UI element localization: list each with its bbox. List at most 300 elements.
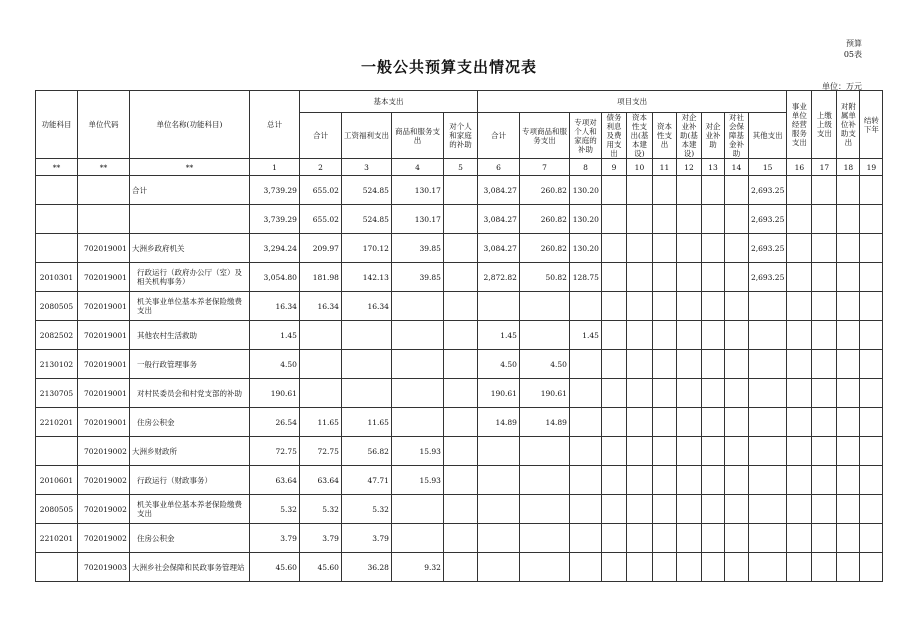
table-number-line2: 05表 bbox=[843, 50, 862, 59]
cell-empty bbox=[601, 553, 626, 582]
cell-empty bbox=[652, 263, 676, 292]
cell-empty bbox=[837, 466, 860, 495]
cell-p-goods: 4.50 bbox=[519, 350, 569, 379]
cell-p-total bbox=[477, 466, 519, 495]
cell-other bbox=[748, 350, 786, 379]
table-row bbox=[36, 350, 883, 379]
cell-name: 大洲乡财政所 bbox=[129, 437, 249, 466]
index-cell: ** bbox=[129, 159, 249, 176]
cell-b-total: 63.64 bbox=[299, 466, 341, 495]
cell-code: 702019001 bbox=[78, 292, 130, 321]
header-enterprise-basic: 对企业补助(基本建设) bbox=[676, 113, 701, 159]
cell-empty bbox=[601, 437, 626, 466]
cell-goods: 15.93 bbox=[391, 437, 443, 466]
cell-personal bbox=[443, 350, 477, 379]
cell-name: 大洲乡政府机关 bbox=[129, 234, 249, 263]
header-total: 总计 bbox=[249, 91, 299, 159]
header-project-total: 合计 bbox=[477, 113, 519, 159]
cell-p-total: 1.45 bbox=[477, 321, 519, 350]
cell-empty bbox=[601, 321, 626, 350]
cell-empty bbox=[676, 234, 701, 263]
cell-other bbox=[748, 292, 786, 321]
cell-total: 3.79 bbox=[249, 524, 299, 553]
cell-goods bbox=[391, 379, 443, 408]
cell-wages: 3.79 bbox=[341, 524, 391, 553]
header-wages: 工资福利支出 bbox=[341, 113, 391, 159]
header-debt-interest: 债务利息及费用支出 bbox=[601, 113, 626, 159]
cell-b-total: 181.98 bbox=[299, 263, 341, 292]
header-project-group: 项目支出 bbox=[477, 91, 786, 113]
cell-empty bbox=[724, 292, 748, 321]
cell-other bbox=[748, 321, 786, 350]
cell-empty bbox=[837, 495, 860, 524]
cell-code: 702019001 bbox=[78, 234, 130, 263]
cell-empty bbox=[701, 437, 724, 466]
cell-empty bbox=[837, 292, 860, 321]
cell-empty bbox=[626, 176, 652, 205]
cell-empty bbox=[652, 524, 676, 553]
page-title: 一般公共预算支出情况表 bbox=[360, 58, 537, 76]
cell-empty bbox=[860, 379, 883, 408]
cell-p-goods bbox=[519, 466, 569, 495]
cell-empty bbox=[787, 205, 812, 234]
header-goods: 商品和服务支出 bbox=[391, 113, 443, 159]
cell-empty bbox=[652, 437, 676, 466]
cell-p-personal bbox=[569, 379, 601, 408]
index-cell: ** bbox=[36, 159, 78, 176]
cell-empty bbox=[860, 176, 883, 205]
cell-empty bbox=[787, 379, 812, 408]
cell-p-total bbox=[477, 524, 519, 553]
cell-empty bbox=[724, 263, 748, 292]
cell-b-total: 655.02 bbox=[299, 205, 341, 234]
index-cell: 17 bbox=[812, 159, 837, 176]
cell-empty bbox=[701, 553, 724, 582]
cell-empty bbox=[787, 292, 812, 321]
cell-empty bbox=[676, 350, 701, 379]
cell-code: 702019001 bbox=[78, 321, 130, 350]
cell-empty bbox=[724, 408, 748, 437]
cell-empty bbox=[701, 379, 724, 408]
cell-empty bbox=[837, 350, 860, 379]
index-cell: 1 bbox=[249, 159, 299, 176]
cell-b-total: 45.60 bbox=[299, 553, 341, 582]
cell-code: 702019002 bbox=[78, 437, 130, 466]
cell-empty bbox=[676, 292, 701, 321]
cell-wages: 524.85 bbox=[341, 176, 391, 205]
cell-empty bbox=[787, 408, 812, 437]
cell-empty bbox=[787, 437, 812, 466]
cell-wages bbox=[341, 379, 391, 408]
cell-p-personal bbox=[569, 292, 601, 321]
index-cell: 10 bbox=[626, 159, 652, 176]
cell-func bbox=[36, 205, 78, 234]
table-row bbox=[36, 524, 883, 553]
cell-p-personal: 128.75 bbox=[569, 263, 601, 292]
cell-empty bbox=[626, 350, 652, 379]
header-enterprise: 对企业补助 bbox=[701, 113, 724, 159]
table-row bbox=[36, 176, 883, 205]
cell-empty bbox=[837, 321, 860, 350]
cell-func: 2130102 bbox=[36, 350, 78, 379]
cell-name: 对村民委员会和村党支部的补助 bbox=[129, 379, 249, 408]
cell-empty bbox=[626, 205, 652, 234]
cell-code: 702019001 bbox=[78, 408, 130, 437]
cell-name bbox=[129, 205, 249, 234]
cell-empty bbox=[601, 205, 626, 234]
cell-total: 190.61 bbox=[249, 379, 299, 408]
cell-empty bbox=[860, 466, 883, 495]
cell-name: 机关事业单位基本养老保险缴费支出 bbox=[129, 495, 249, 524]
cell-goods bbox=[391, 495, 443, 524]
cell-empty bbox=[787, 553, 812, 582]
cell-empty bbox=[787, 263, 812, 292]
cell-empty bbox=[724, 379, 748, 408]
header-basic-group: 基本支出 bbox=[299, 91, 477, 113]
cell-empty bbox=[860, 234, 883, 263]
cell-b-total: 655.02 bbox=[299, 176, 341, 205]
cell-goods: 39.85 bbox=[391, 234, 443, 263]
cell-empty bbox=[676, 466, 701, 495]
cell-wages: 36.28 bbox=[341, 553, 391, 582]
cell-empty bbox=[701, 408, 724, 437]
index-cell: 4 bbox=[391, 159, 443, 176]
cell-p-goods bbox=[519, 437, 569, 466]
cell-p-personal bbox=[569, 408, 601, 437]
cell-total: 1.45 bbox=[249, 321, 299, 350]
cell-code: 702019001 bbox=[78, 350, 130, 379]
budget-table bbox=[35, 90, 883, 582]
cell-empty bbox=[626, 466, 652, 495]
cell-empty bbox=[860, 350, 883, 379]
table-row bbox=[36, 466, 883, 495]
cell-empty bbox=[837, 176, 860, 205]
cell-code: 702019002 bbox=[78, 524, 130, 553]
cell-other bbox=[748, 524, 786, 553]
cell-goods bbox=[391, 524, 443, 553]
cell-empty bbox=[724, 321, 748, 350]
cell-p-goods bbox=[519, 553, 569, 582]
cell-empty bbox=[652, 292, 676, 321]
cell-empty bbox=[724, 495, 748, 524]
cell-empty bbox=[837, 524, 860, 553]
cell-goods: 130.17 bbox=[391, 205, 443, 234]
cell-func: 2080505 bbox=[36, 495, 78, 524]
cell-empty bbox=[652, 495, 676, 524]
cell-personal bbox=[443, 234, 477, 263]
cell-goods bbox=[391, 408, 443, 437]
cell-empty bbox=[812, 379, 837, 408]
table-row bbox=[36, 292, 883, 321]
cell-empty bbox=[652, 205, 676, 234]
index-cell: 13 bbox=[701, 159, 724, 176]
cell-empty bbox=[787, 234, 812, 263]
cell-total: 3,739.29 bbox=[249, 176, 299, 205]
cell-personal bbox=[443, 495, 477, 524]
cell-empty bbox=[701, 524, 724, 553]
cell-empty bbox=[601, 234, 626, 263]
cell-empty bbox=[787, 524, 812, 553]
cell-empty bbox=[812, 350, 837, 379]
cell-total: 5.32 bbox=[249, 495, 299, 524]
cell-b-total: 3.79 bbox=[299, 524, 341, 553]
cell-personal bbox=[443, 205, 477, 234]
cell-empty bbox=[676, 321, 701, 350]
cell-p-goods bbox=[519, 321, 569, 350]
cell-empty bbox=[701, 350, 724, 379]
cell-p-personal bbox=[569, 495, 601, 524]
cell-p-personal: 130.20 bbox=[569, 234, 601, 263]
cell-wages bbox=[341, 321, 391, 350]
cell-p-total: 3,084.27 bbox=[477, 234, 519, 263]
cell-personal bbox=[443, 321, 477, 350]
cell-p-total: 190.61 bbox=[477, 379, 519, 408]
cell-empty bbox=[860, 553, 883, 582]
cell-empty bbox=[812, 321, 837, 350]
cell-empty bbox=[652, 408, 676, 437]
cell-empty bbox=[676, 205, 701, 234]
cell-wages: 56.82 bbox=[341, 437, 391, 466]
cell-empty bbox=[652, 234, 676, 263]
cell-empty bbox=[626, 379, 652, 408]
cell-other: 2,693.25 bbox=[748, 176, 786, 205]
cell-wages: 142.13 bbox=[341, 263, 391, 292]
cell-code: 702019002 bbox=[78, 466, 130, 495]
column-index-row bbox=[36, 159, 883, 176]
cell-wages bbox=[341, 350, 391, 379]
table-row bbox=[36, 408, 883, 437]
cell-empty bbox=[787, 350, 812, 379]
cell-empty bbox=[787, 495, 812, 524]
cell-p-total: 4.50 bbox=[477, 350, 519, 379]
cell-p-goods bbox=[519, 495, 569, 524]
cell-other bbox=[748, 553, 786, 582]
cell-empty bbox=[860, 263, 883, 292]
cell-empty bbox=[812, 408, 837, 437]
header-basic-total: 合计 bbox=[299, 113, 341, 159]
cell-empty bbox=[626, 524, 652, 553]
cell-empty bbox=[652, 350, 676, 379]
header-carryover: 结转下年 bbox=[860, 91, 883, 159]
cell-personal bbox=[443, 524, 477, 553]
table-row bbox=[36, 495, 883, 524]
header-special-personal: 专项对个人和家庭的补助 bbox=[569, 113, 601, 159]
cell-name: 其他农村生活救助 bbox=[129, 321, 249, 350]
cell-p-goods bbox=[519, 292, 569, 321]
cell-empty bbox=[601, 408, 626, 437]
cell-other bbox=[748, 379, 786, 408]
cell-goods bbox=[391, 321, 443, 350]
header-row-1 bbox=[36, 91, 883, 113]
cell-name: 机关事业单位基本养老保险缴费支出 bbox=[129, 292, 249, 321]
cell-empty bbox=[652, 176, 676, 205]
cell-empty bbox=[860, 408, 883, 437]
cell-func: 2210201 bbox=[36, 408, 78, 437]
cell-other bbox=[748, 495, 786, 524]
cell-wages: 170.12 bbox=[341, 234, 391, 263]
cell-personal bbox=[443, 176, 477, 205]
cell-empty bbox=[601, 379, 626, 408]
cell-p-personal: 130.20 bbox=[569, 176, 601, 205]
cell-personal bbox=[443, 379, 477, 408]
cell-personal bbox=[443, 292, 477, 321]
cell-b-total: 16.34 bbox=[299, 292, 341, 321]
cell-empty bbox=[601, 176, 626, 205]
cell-wages: 5.32 bbox=[341, 495, 391, 524]
index-cell: 3 bbox=[341, 159, 391, 176]
cell-empty bbox=[626, 437, 652, 466]
cell-func: 2130705 bbox=[36, 379, 78, 408]
header-upward: 上缴上级支出 bbox=[812, 91, 837, 159]
cell-b-total: 209.97 bbox=[299, 234, 341, 263]
cell-func: 2010301 bbox=[36, 263, 78, 292]
cell-empty bbox=[676, 524, 701, 553]
cell-empty bbox=[626, 292, 652, 321]
cell-empty bbox=[652, 379, 676, 408]
cell-empty bbox=[812, 466, 837, 495]
cell-empty bbox=[812, 234, 837, 263]
cell-empty bbox=[812, 437, 837, 466]
index-cell: 8 bbox=[569, 159, 601, 176]
cell-p-total: 3,084.27 bbox=[477, 205, 519, 234]
cell-empty bbox=[724, 466, 748, 495]
index-cell: 18 bbox=[837, 159, 860, 176]
table-row bbox=[36, 234, 883, 263]
cell-empty bbox=[812, 553, 837, 582]
cell-empty bbox=[701, 263, 724, 292]
cell-func bbox=[36, 234, 78, 263]
cell-empty bbox=[601, 524, 626, 553]
cell-empty bbox=[860, 437, 883, 466]
cell-b-total bbox=[299, 350, 341, 379]
cell-empty bbox=[626, 553, 652, 582]
unit-label: 单位：万元 bbox=[822, 82, 862, 91]
cell-goods: 9.32 bbox=[391, 553, 443, 582]
index-cell: 12 bbox=[676, 159, 701, 176]
table-row bbox=[36, 205, 883, 234]
cell-func bbox=[36, 553, 78, 582]
cell-empty bbox=[676, 437, 701, 466]
cell-total: 4.50 bbox=[249, 350, 299, 379]
cell-empty bbox=[837, 234, 860, 263]
cell-personal bbox=[443, 553, 477, 582]
cell-p-total: 14.89 bbox=[477, 408, 519, 437]
cell-p-goods: 260.82 bbox=[519, 234, 569, 263]
cell-empty bbox=[724, 437, 748, 466]
cell-name: 行政运行（财政事务） bbox=[129, 466, 249, 495]
header-capital-basic: 资本性支出(基本建设) bbox=[626, 113, 652, 159]
cell-p-personal bbox=[569, 524, 601, 553]
cell-empty bbox=[676, 553, 701, 582]
table-row bbox=[36, 321, 883, 350]
cell-total: 45.60 bbox=[249, 553, 299, 582]
cell-name: 住房公积金 bbox=[129, 408, 249, 437]
cell-empty bbox=[812, 263, 837, 292]
cell-empty bbox=[652, 553, 676, 582]
cell-code bbox=[78, 176, 130, 205]
cell-goods bbox=[391, 350, 443, 379]
cell-other bbox=[748, 466, 786, 495]
header-capital: 资本性支出 bbox=[652, 113, 676, 159]
cell-empty bbox=[860, 524, 883, 553]
cell-empty bbox=[676, 176, 701, 205]
cell-p-personal bbox=[569, 553, 601, 582]
cell-p-total bbox=[477, 292, 519, 321]
cell-empty bbox=[626, 408, 652, 437]
cell-goods: 15.93 bbox=[391, 466, 443, 495]
cell-p-total: 2,872.82 bbox=[477, 263, 519, 292]
cell-empty bbox=[701, 495, 724, 524]
index-cell: 5 bbox=[443, 159, 477, 176]
header-unit-name: 单位名称(功能科目) bbox=[129, 91, 249, 159]
cell-func: 2082502 bbox=[36, 321, 78, 350]
table-row bbox=[36, 553, 883, 582]
cell-empty bbox=[601, 292, 626, 321]
cell-code bbox=[78, 205, 130, 234]
header-func-code: 功能科目 bbox=[36, 91, 78, 159]
cell-other bbox=[748, 408, 786, 437]
cell-b-total: 5.32 bbox=[299, 495, 341, 524]
cell-func bbox=[36, 437, 78, 466]
cell-empty bbox=[652, 321, 676, 350]
cell-total: 63.64 bbox=[249, 466, 299, 495]
index-cell: 11 bbox=[652, 159, 676, 176]
cell-code: 702019001 bbox=[78, 263, 130, 292]
cell-p-total bbox=[477, 437, 519, 466]
cell-empty bbox=[837, 553, 860, 582]
cell-func: 2210201 bbox=[36, 524, 78, 553]
cell-empty bbox=[837, 205, 860, 234]
table-number-line1: 预算 bbox=[846, 39, 862, 48]
cell-name: 住房公积金 bbox=[129, 524, 249, 553]
cell-empty bbox=[676, 263, 701, 292]
cell-b-total: 72.75 bbox=[299, 437, 341, 466]
table-row bbox=[36, 263, 883, 292]
cell-empty bbox=[837, 379, 860, 408]
cell-empty bbox=[860, 495, 883, 524]
cell-personal bbox=[443, 408, 477, 437]
table-row bbox=[36, 379, 883, 408]
cell-empty bbox=[626, 495, 652, 524]
cell-p-goods: 14.89 bbox=[519, 408, 569, 437]
cell-goods: 39.85 bbox=[391, 263, 443, 292]
index-cell: 6 bbox=[477, 159, 519, 176]
table-body bbox=[36, 176, 883, 582]
cell-p-total: 3,084.27 bbox=[477, 176, 519, 205]
header-other: 其他支出 bbox=[748, 113, 786, 159]
cell-p-personal bbox=[569, 437, 601, 466]
cell-empty bbox=[724, 234, 748, 263]
cell-empty bbox=[724, 176, 748, 205]
cell-personal bbox=[443, 437, 477, 466]
cell-empty bbox=[724, 553, 748, 582]
index-cell: 16 bbox=[787, 159, 812, 176]
cell-p-personal: 130.20 bbox=[569, 205, 601, 234]
cell-total: 72.75 bbox=[249, 437, 299, 466]
cell-name: 大洲乡社会保障和民政事务管理站 bbox=[129, 553, 249, 582]
cell-p-personal bbox=[569, 350, 601, 379]
cell-wages: 47.71 bbox=[341, 466, 391, 495]
cell-personal bbox=[443, 466, 477, 495]
cell-empty bbox=[860, 205, 883, 234]
cell-empty bbox=[701, 292, 724, 321]
cell-p-goods bbox=[519, 524, 569, 553]
cell-empty bbox=[676, 495, 701, 524]
cell-total: 26.54 bbox=[249, 408, 299, 437]
cell-func bbox=[36, 176, 78, 205]
cell-empty bbox=[787, 176, 812, 205]
cell-other bbox=[748, 437, 786, 466]
